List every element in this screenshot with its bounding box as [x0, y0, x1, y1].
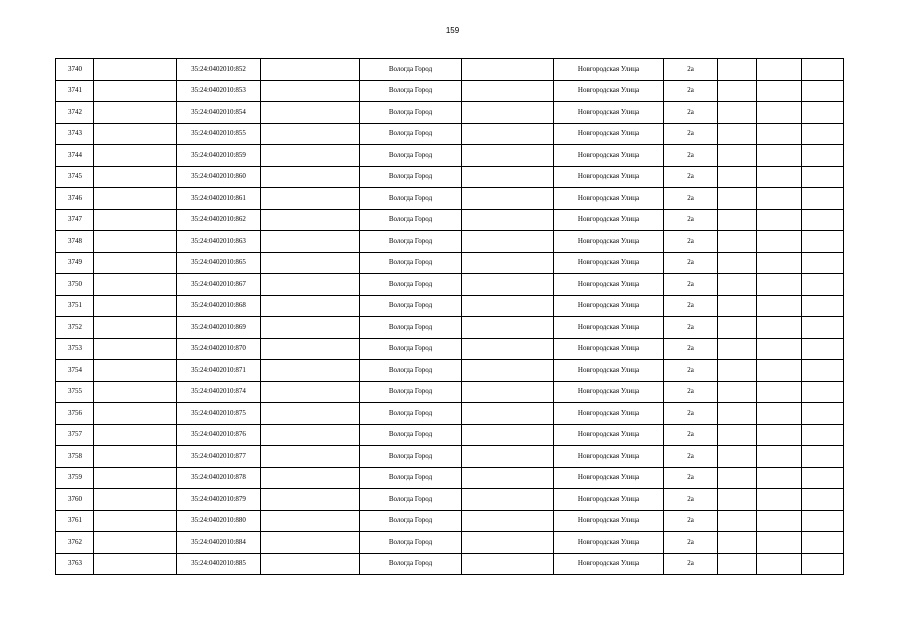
- cell-street: Новгородская Улица: [554, 553, 664, 575]
- cell-empty: [718, 489, 757, 511]
- cell-empty: [718, 59, 757, 81]
- cell-empty: [757, 188, 802, 210]
- cell-empty: [757, 381, 802, 403]
- cell-street: Новгородская Улица: [554, 145, 664, 167]
- cell-city: Вологда Город: [360, 102, 462, 124]
- cell-empty: [757, 209, 802, 231]
- cell-empty: [757, 252, 802, 274]
- cell-city: Вологда Город: [360, 59, 462, 81]
- cell-house-number: 2а: [664, 145, 718, 167]
- cell-cadastral-number: 35:24:0402010:884: [177, 532, 261, 554]
- cell-cadastral-number: 35:24:0402010:874: [177, 381, 261, 403]
- cell-cadastral-number: 35:24:0402010:875: [177, 403, 261, 425]
- cell-empty: [261, 360, 360, 382]
- cell-city: Вологда Город: [360, 381, 462, 403]
- cell-empty: [802, 446, 844, 468]
- cell-empty: [802, 209, 844, 231]
- cell-house-number: 2а: [664, 252, 718, 274]
- cell-cadastral-number: 35:24:0402010:854: [177, 102, 261, 124]
- cell-empty: [718, 510, 757, 532]
- table-row: [56, 510, 844, 532]
- table-row: [56, 381, 844, 403]
- cell-row-number: 3756: [56, 403, 94, 425]
- cell-street: Новгородская Улица: [554, 80, 664, 102]
- cell-empty: [261, 123, 360, 145]
- cell-empty: [757, 102, 802, 124]
- cell-cadastral-number: 35:24:0402010:865: [177, 252, 261, 274]
- cell-empty: [94, 317, 177, 339]
- cell-empty: [802, 295, 844, 317]
- cell-empty: [462, 80, 554, 102]
- cell-cadastral-number: 35:24:0402010:871: [177, 360, 261, 382]
- cell-empty: [94, 102, 177, 124]
- cell-house-number: 2а: [664, 446, 718, 468]
- cell-house-number: 2а: [664, 510, 718, 532]
- cell-house-number: 2а: [664, 338, 718, 360]
- cell-empty: [802, 338, 844, 360]
- cell-empty: [462, 209, 554, 231]
- cell-empty: [802, 123, 844, 145]
- cell-empty: [462, 317, 554, 339]
- cell-cadastral-number: 35:24:0402010:868: [177, 295, 261, 317]
- cell-empty: [802, 252, 844, 274]
- cell-empty: [462, 102, 554, 124]
- cell-empty: [757, 467, 802, 489]
- cell-empty: [718, 553, 757, 575]
- cell-empty: [94, 489, 177, 511]
- table-row: [56, 489, 844, 511]
- cell-empty: [718, 252, 757, 274]
- cell-house-number: 2а: [664, 360, 718, 382]
- cell-city: Вологда Город: [360, 317, 462, 339]
- cell-empty: [94, 338, 177, 360]
- cell-cadastral-number: 35:24:0402010:878: [177, 467, 261, 489]
- cell-row-number: 3762: [56, 532, 94, 554]
- cell-empty: [94, 59, 177, 81]
- cell-empty: [802, 145, 844, 167]
- cell-empty: [261, 467, 360, 489]
- cell-house-number: 2а: [664, 102, 718, 124]
- cell-row-number: 3752: [56, 317, 94, 339]
- table-row: [56, 467, 844, 489]
- cell-empty: [802, 424, 844, 446]
- cell-empty: [718, 166, 757, 188]
- cell-empty: [802, 59, 844, 81]
- cell-row-number: 3760: [56, 489, 94, 511]
- table-row: [56, 424, 844, 446]
- cell-house-number: 2а: [664, 166, 718, 188]
- cell-empty: [261, 424, 360, 446]
- cell-empty: [462, 295, 554, 317]
- cell-empty: [802, 231, 844, 253]
- table-row: [56, 102, 844, 124]
- cell-row-number: 3754: [56, 360, 94, 382]
- cell-empty: [802, 80, 844, 102]
- cell-street: Новгородская Улица: [554, 403, 664, 425]
- table-row: [56, 145, 844, 167]
- cell-city: Вологда Город: [360, 489, 462, 511]
- cell-empty: [462, 446, 554, 468]
- cell-cadastral-number: 35:24:0402010:877: [177, 446, 261, 468]
- cell-cadastral-number: 35:24:0402010:852: [177, 59, 261, 81]
- cell-empty: [757, 424, 802, 446]
- cell-empty: [718, 360, 757, 382]
- cell-empty: [94, 510, 177, 532]
- cell-row-number: 3759: [56, 467, 94, 489]
- cell-house-number: 2а: [664, 123, 718, 145]
- cell-empty: [261, 532, 360, 554]
- cell-empty: [757, 489, 802, 511]
- cell-house-number: 2а: [664, 381, 718, 403]
- cell-street: Новгородская Улица: [554, 510, 664, 532]
- cell-row-number: 3743: [56, 123, 94, 145]
- cell-cadastral-number: 35:24:0402010:853: [177, 80, 261, 102]
- cell-empty: [718, 446, 757, 468]
- cell-empty: [462, 188, 554, 210]
- cell-empty: [802, 510, 844, 532]
- cell-empty: [462, 489, 554, 511]
- cell-empty: [718, 80, 757, 102]
- cell-street: Новгородская Улица: [554, 166, 664, 188]
- cell-empty: [261, 403, 360, 425]
- cell-empty: [757, 446, 802, 468]
- cell-city: Вологда Город: [360, 188, 462, 210]
- cell-street: Новгородская Улица: [554, 59, 664, 81]
- cell-row-number: 3749: [56, 252, 94, 274]
- cell-row-number: 3745: [56, 166, 94, 188]
- cell-row-number: 3747: [56, 209, 94, 231]
- cell-house-number: 2а: [664, 467, 718, 489]
- table-row: [56, 317, 844, 339]
- cell-city: Вологда Город: [360, 123, 462, 145]
- cell-empty: [94, 209, 177, 231]
- cell-empty: [261, 59, 360, 81]
- cell-empty: [718, 467, 757, 489]
- cell-row-number: 3763: [56, 553, 94, 575]
- cell-street: Новгородская Улица: [554, 489, 664, 511]
- cell-empty: [462, 231, 554, 253]
- cell-cadastral-number: 35:24:0402010:861: [177, 188, 261, 210]
- cell-house-number: 2а: [664, 553, 718, 575]
- cell-empty: [718, 317, 757, 339]
- cell-empty: [757, 145, 802, 167]
- cell-empty: [802, 403, 844, 425]
- cell-city: Вологда Город: [360, 338, 462, 360]
- registry-table: [55, 58, 844, 575]
- cell-empty: [462, 274, 554, 296]
- cell-empty: [757, 532, 802, 554]
- table-row: [56, 295, 844, 317]
- cell-empty: [94, 231, 177, 253]
- cell-empty: [261, 553, 360, 575]
- table-row: [56, 403, 844, 425]
- cell-city: Вологда Город: [360, 295, 462, 317]
- cell-cadastral-number: 35:24:0402010:879: [177, 489, 261, 511]
- cell-empty: [718, 381, 757, 403]
- cell-empty: [94, 166, 177, 188]
- cell-empty: [718, 209, 757, 231]
- cell-empty: [462, 145, 554, 167]
- cell-empty: [462, 424, 554, 446]
- cell-empty: [802, 553, 844, 575]
- cell-empty: [802, 188, 844, 210]
- cell-empty: [462, 360, 554, 382]
- cell-empty: [261, 381, 360, 403]
- cell-empty: [94, 123, 177, 145]
- cell-street: Новгородская Улица: [554, 295, 664, 317]
- cell-empty: [261, 338, 360, 360]
- cell-row-number: 3750: [56, 274, 94, 296]
- cell-house-number: 2а: [664, 80, 718, 102]
- table-row: [56, 553, 844, 575]
- cell-empty: [462, 381, 554, 403]
- table-row: [56, 188, 844, 210]
- cell-cadastral-number: 35:24:0402010:880: [177, 510, 261, 532]
- cell-row-number: 3746: [56, 188, 94, 210]
- cell-empty: [802, 360, 844, 382]
- cell-empty: [94, 467, 177, 489]
- cell-empty: [462, 532, 554, 554]
- table-row: [56, 446, 844, 468]
- cell-house-number: 2а: [664, 489, 718, 511]
- cell-empty: [718, 424, 757, 446]
- cell-empty: [261, 80, 360, 102]
- cell-empty: [802, 489, 844, 511]
- cell-empty: [261, 102, 360, 124]
- cell-empty: [802, 381, 844, 403]
- cell-empty: [261, 295, 360, 317]
- table-row: [56, 360, 844, 382]
- cell-empty: [757, 295, 802, 317]
- cell-empty: [261, 209, 360, 231]
- cell-cadastral-number: 35:24:0402010:870: [177, 338, 261, 360]
- cell-street: Новгородская Улица: [554, 209, 664, 231]
- cell-street: Новгородская Улица: [554, 446, 664, 468]
- table-row: [56, 274, 844, 296]
- cell-row-number: 3753: [56, 338, 94, 360]
- cell-empty: [462, 252, 554, 274]
- cell-city: Вологда Город: [360, 510, 462, 532]
- cell-street: Новгородская Улица: [554, 188, 664, 210]
- cell-empty: [261, 166, 360, 188]
- cell-city: Вологда Город: [360, 274, 462, 296]
- cell-empty: [757, 274, 802, 296]
- cell-cadastral-number: 35:24:0402010:867: [177, 274, 261, 296]
- cell-empty: [261, 231, 360, 253]
- cell-empty: [462, 553, 554, 575]
- cell-house-number: 2а: [664, 317, 718, 339]
- cell-row-number: 3755: [56, 381, 94, 403]
- cell-empty: [94, 424, 177, 446]
- cell-empty: [94, 403, 177, 425]
- cell-house-number: 2а: [664, 59, 718, 81]
- cell-city: Вологда Город: [360, 553, 462, 575]
- cell-empty: [718, 145, 757, 167]
- cell-empty: [802, 274, 844, 296]
- cell-row-number: 3757: [56, 424, 94, 446]
- cell-cadastral-number: 35:24:0402010:885: [177, 553, 261, 575]
- cell-empty: [718, 532, 757, 554]
- cell-row-number: 3761: [56, 510, 94, 532]
- cell-empty: [757, 553, 802, 575]
- cell-empty: [261, 274, 360, 296]
- cell-house-number: 2а: [664, 231, 718, 253]
- cell-empty: [757, 123, 802, 145]
- cell-empty: [802, 532, 844, 554]
- cell-row-number: 3751: [56, 295, 94, 317]
- cell-empty: [802, 317, 844, 339]
- cell-street: Новгородская Улица: [554, 231, 664, 253]
- cell-empty: [462, 467, 554, 489]
- cell-street: Новгородская Улица: [554, 338, 664, 360]
- cell-city: Вологда Город: [360, 80, 462, 102]
- table-row: [56, 166, 844, 188]
- cell-house-number: 2а: [664, 532, 718, 554]
- cell-empty: [94, 446, 177, 468]
- cell-empty: [718, 188, 757, 210]
- cell-row-number: 3748: [56, 231, 94, 253]
- cell-city: Вологда Город: [360, 231, 462, 253]
- cell-row-number: 3758: [56, 446, 94, 468]
- table-row: [56, 532, 844, 554]
- table-row: [56, 59, 844, 81]
- cell-empty: [94, 145, 177, 167]
- cell-street: Новгородская Улица: [554, 252, 664, 274]
- cell-empty: [757, 403, 802, 425]
- cell-empty: [718, 274, 757, 296]
- cell-empty: [261, 317, 360, 339]
- cell-empty: [261, 489, 360, 511]
- cell-empty: [802, 102, 844, 124]
- cell-empty: [757, 59, 802, 81]
- cell-street: Новгородская Улица: [554, 467, 664, 489]
- cell-empty: [94, 295, 177, 317]
- cell-empty: [94, 381, 177, 403]
- cell-street: Новгородская Улица: [554, 360, 664, 382]
- page-number: 159: [445, 26, 460, 35]
- cell-city: Вологда Город: [360, 145, 462, 167]
- cell-house-number: 2а: [664, 274, 718, 296]
- cell-city: Вологда Город: [360, 403, 462, 425]
- cell-empty: [757, 166, 802, 188]
- cell-empty: [94, 252, 177, 274]
- cell-empty: [757, 80, 802, 102]
- cell-empty: [757, 338, 802, 360]
- cell-empty: [261, 145, 360, 167]
- cell-house-number: 2а: [664, 188, 718, 210]
- cell-house-number: 2а: [664, 295, 718, 317]
- cell-row-number: 3742: [56, 102, 94, 124]
- cell-empty: [261, 188, 360, 210]
- cell-empty: [462, 338, 554, 360]
- cell-house-number: 2а: [664, 403, 718, 425]
- cell-empty: [94, 188, 177, 210]
- cell-cadastral-number: 35:24:0402010:863: [177, 231, 261, 253]
- cell-street: Новгородская Улица: [554, 381, 664, 403]
- cell-empty: [718, 102, 757, 124]
- cell-city: Вологда Город: [360, 360, 462, 382]
- cell-street: Новгородская Улица: [554, 274, 664, 296]
- cell-city: Вологда Город: [360, 166, 462, 188]
- cell-house-number: 2а: [664, 209, 718, 231]
- cell-empty: [718, 231, 757, 253]
- cell-city: Вологда Город: [360, 532, 462, 554]
- cell-cadastral-number: 35:24:0402010:859: [177, 145, 261, 167]
- cell-city: Вологда Город: [360, 424, 462, 446]
- cell-empty: [94, 553, 177, 575]
- cell-empty: [718, 338, 757, 360]
- cell-row-number: 3744: [56, 145, 94, 167]
- cell-empty: [462, 403, 554, 425]
- cell-empty: [718, 123, 757, 145]
- cell-empty: [94, 274, 177, 296]
- cell-cadastral-number: 35:24:0402010:876: [177, 424, 261, 446]
- cell-empty: [94, 80, 177, 102]
- cell-row-number: 3741: [56, 80, 94, 102]
- cell-empty: [462, 166, 554, 188]
- cell-empty: [757, 231, 802, 253]
- table-row: [56, 252, 844, 274]
- table-row: [56, 338, 844, 360]
- cell-cadastral-number: 35:24:0402010:869: [177, 317, 261, 339]
- cell-city: Вологда Город: [360, 446, 462, 468]
- cell-empty: [462, 510, 554, 532]
- table-row: [56, 231, 844, 253]
- cell-empty: [757, 510, 802, 532]
- cell-city: Вологда Город: [360, 209, 462, 231]
- cell-street: Новгородская Улица: [554, 317, 664, 339]
- cell-cadastral-number: 35:24:0402010:862: [177, 209, 261, 231]
- cell-empty: [94, 360, 177, 382]
- cell-cadastral-number: 35:24:0402010:860: [177, 166, 261, 188]
- cell-empty: [462, 123, 554, 145]
- table-row: [56, 209, 844, 231]
- cell-empty: [261, 252, 360, 274]
- cell-city: Вологда Город: [360, 252, 462, 274]
- cell-empty: [757, 317, 802, 339]
- cell-house-number: 2а: [664, 424, 718, 446]
- cell-empty: [802, 166, 844, 188]
- cell-row-number: 3740: [56, 59, 94, 81]
- cell-empty: [718, 403, 757, 425]
- table-row: [56, 123, 844, 145]
- cell-empty: [802, 467, 844, 489]
- cell-city: Вологда Город: [360, 467, 462, 489]
- cell-cadastral-number: 35:24:0402010:855: [177, 123, 261, 145]
- cell-street: Новгородская Улица: [554, 123, 664, 145]
- cell-street: Новгородская Улица: [554, 424, 664, 446]
- cell-empty: [94, 532, 177, 554]
- cell-empty: [757, 360, 802, 382]
- cell-street: Новгородская Улица: [554, 102, 664, 124]
- cell-empty: [462, 59, 554, 81]
- cell-empty: [718, 295, 757, 317]
- table-row: [56, 80, 844, 102]
- registry-table-body: [56, 59, 844, 575]
- cell-street: Новгородская Улица: [554, 532, 664, 554]
- cell-empty: [261, 446, 360, 468]
- cell-empty: [261, 510, 360, 532]
